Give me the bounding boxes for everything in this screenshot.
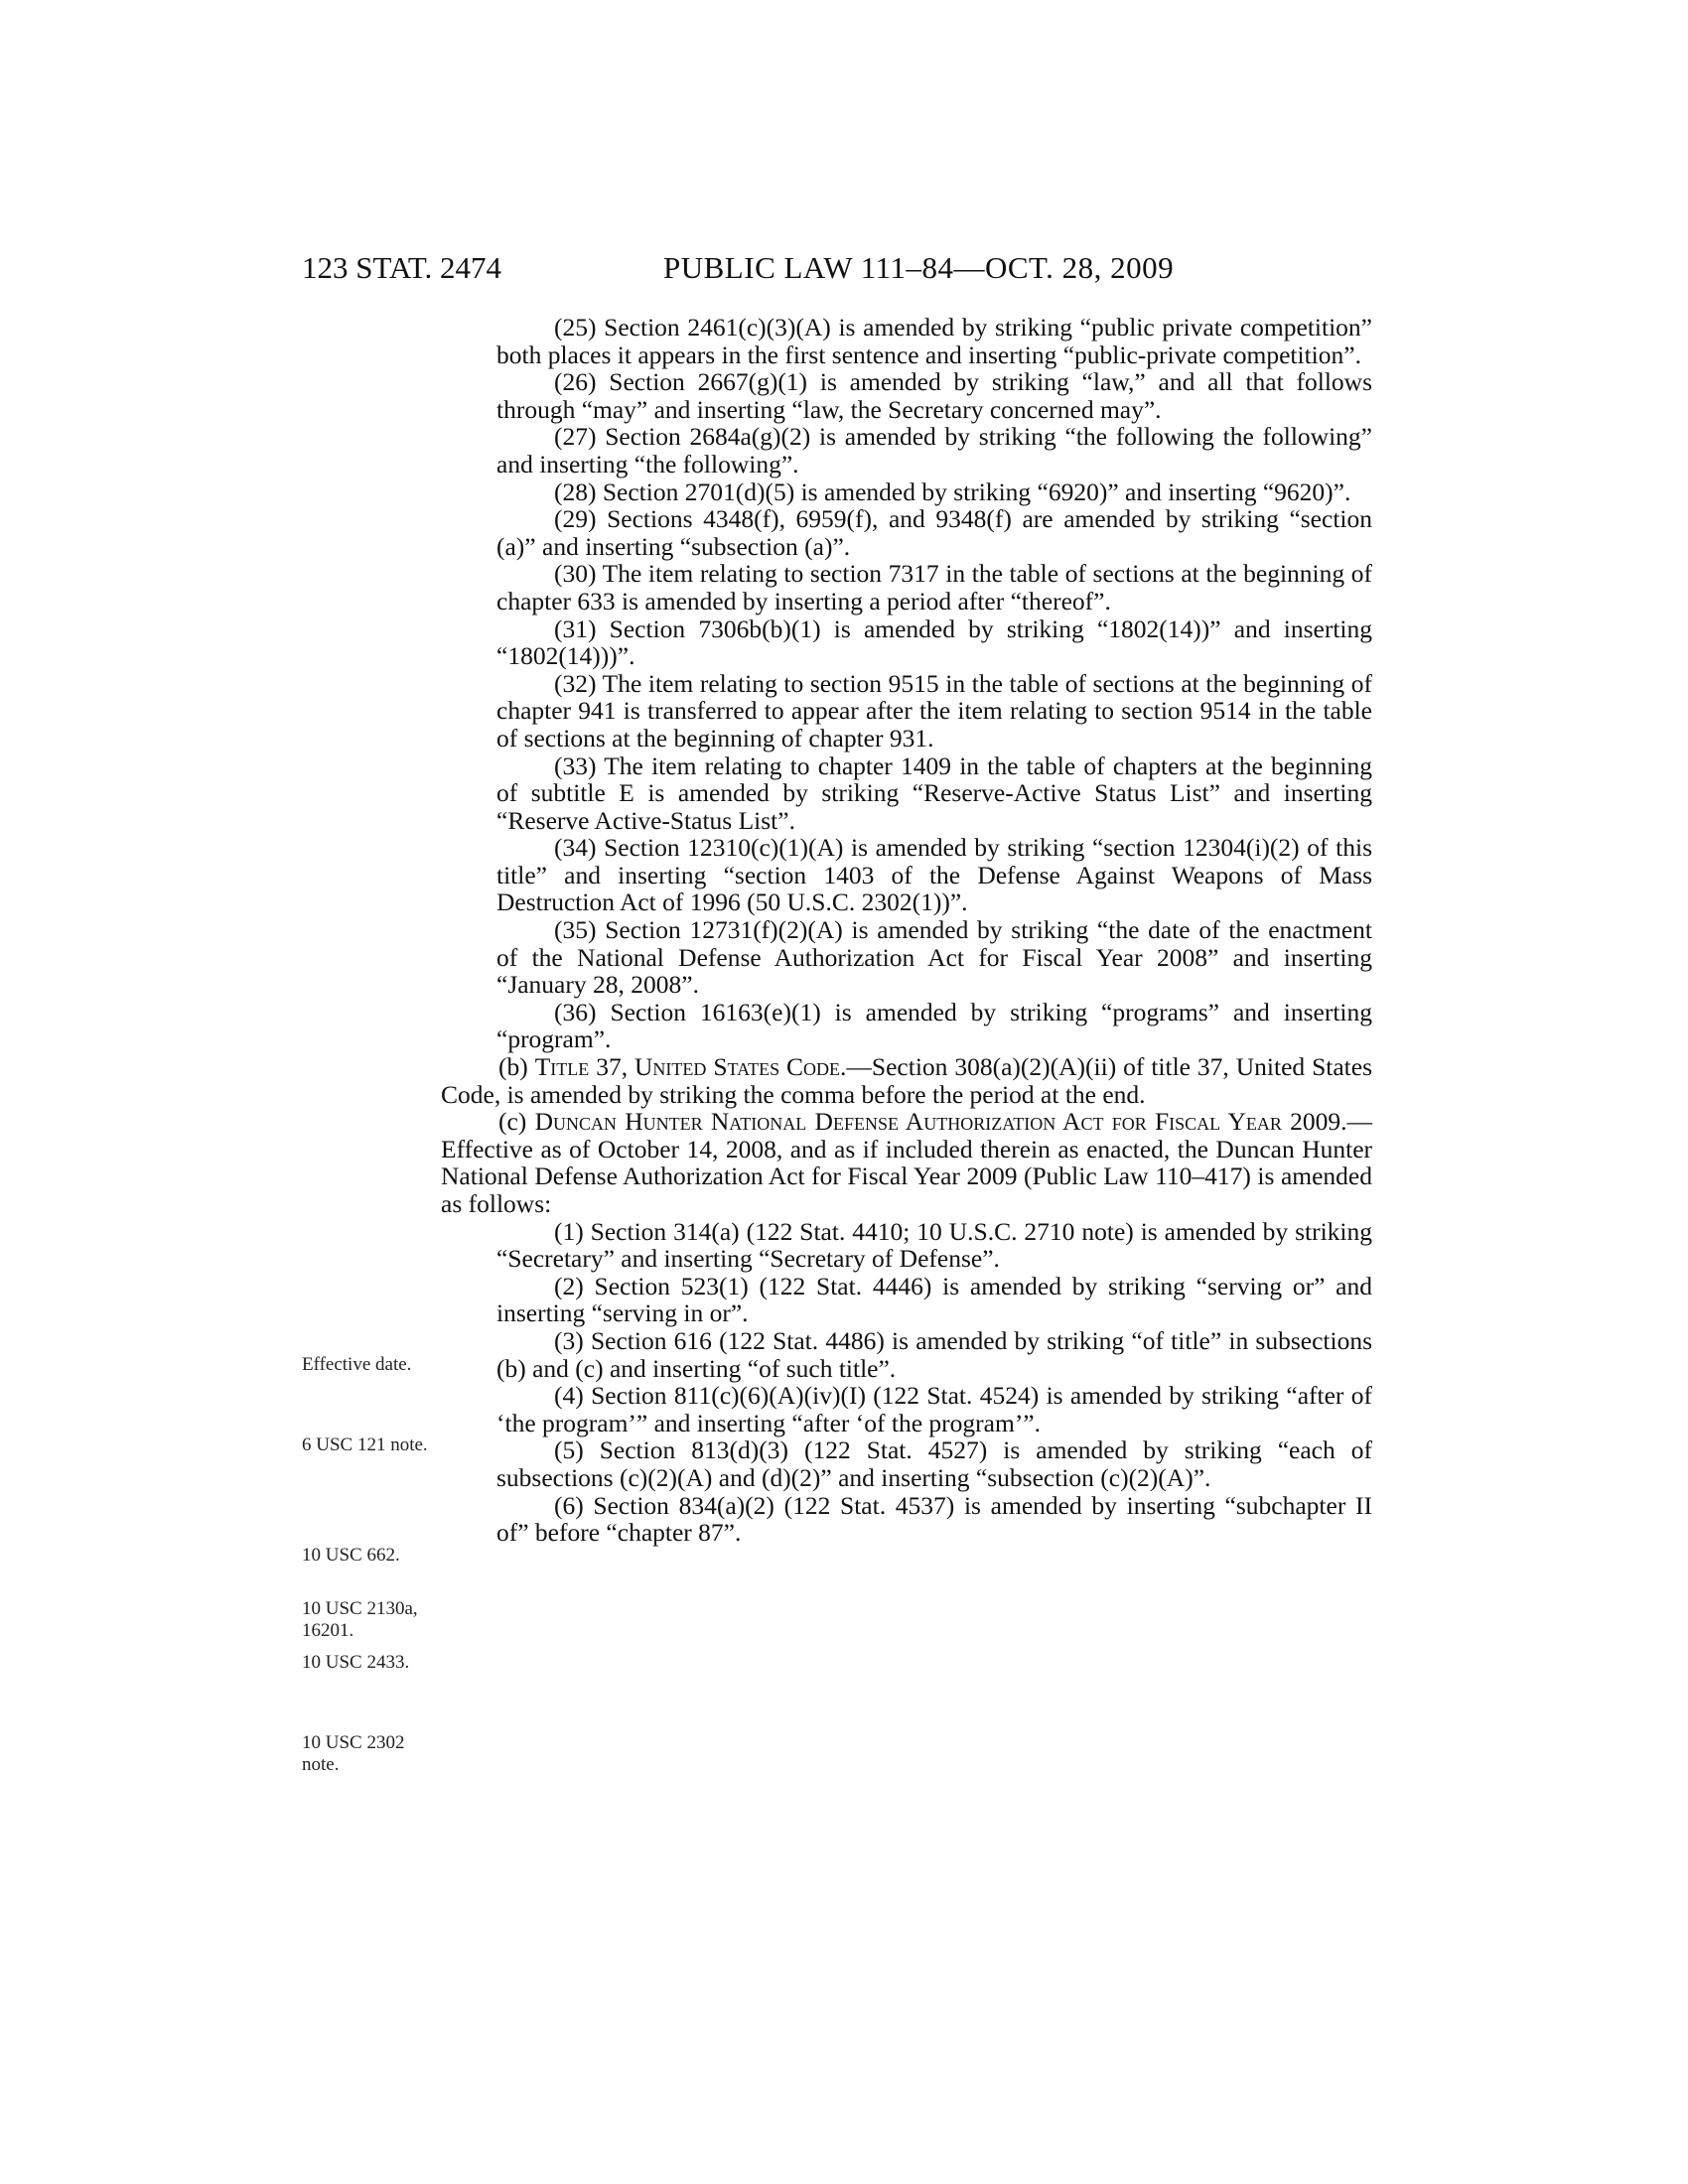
paragraph-29: (29) Sections 4348(f), 6959(f), and 9348(f) are amended by striking “section (a)” and inserting “subsection (a)”. — [496, 504, 1372, 561]
paragraph-26: (26) Section 2667(g)(1) is amended by striking “law,” and all that follows through “may” and inserting “law, the Secretary concerned may”. — [496, 367, 1372, 424]
paragraph-31: (31) Section 7306b(b)(1) is amended by striking “1802(14))” and inserting “1802(14)))”. — [496, 614, 1372, 671]
paragraph-c-5: (5) Section 813(d)(3) (122 Stat. 4527) is amended by striking “each of subsections (c)(2)(A) and (d)(2)” and inserting “subsection (c)(2)(A)”. — [496, 1435, 1372, 1492]
subsection-b-label: (b) — [498, 1052, 535, 1082]
paragraph-27: (27) Section 2684a(g)(2) is amended by striking “the following the following” and inserting “the following”. — [496, 422, 1372, 478]
margin-note-6-usc-121: 6 USC 121 note. — [302, 1434, 428, 1455]
paragraph-33: (33) The item relating to chapter 1409 in the table of chapters at the beginning of subtitle E is amended by striking “Reserve-Active Status List” and inserting “Reserve Active-Status List”. — [496, 751, 1372, 835]
subsection-b — [441, 1053, 1372, 1108]
body-text — [441, 313, 1373, 1548]
paragraph-c-3: (3) Section 616 (122 Stat. 4486) is amended by striking “of title” in subsections (b) and (c) and inserting “of such title”. — [496, 1325, 1372, 1383]
stat-page-number: 123 STAT. 2474 — [302, 250, 502, 285]
subsection-c-label: (c) — [498, 1107, 535, 1137]
paragraph-32: (32) The item relating to section 9515 in the table of sections at the beginning of chapter 941 is transferred to appear after the item relating to section 9514 in the table of sections at the beginning of chapter 931. — [496, 668, 1372, 752]
margin-note-effective-date: Effective date. — [302, 1354, 412, 1375]
subsection-c-heading: Duncan Hunter National Defense Authorization Act for Fiscal Year 2009 — [534, 1107, 1341, 1137]
margin-note-10-usc-2433: 10 USC 2433. — [302, 1652, 410, 1673]
running-title: PUBLIC LAW 111–84—OCT. 28, 2009 — [663, 250, 1175, 285]
paragraph-36: (36) Section 16163(e)(1) is amended by striking “programs” and inserting “program”. — [496, 997, 1372, 1054]
margin-note-10-usc-2302: 10 USC 2302 note. — [302, 1732, 405, 1775]
subsection-b-heading: Title 37, United States Code — [534, 1052, 841, 1082]
subsection-c — [441, 1108, 1372, 1217]
subsection-c-text: .—Effective as of October 14, 2008, and as if included therein as enacted, the Duncan Hunter National Defense Authorization Act for Fiscal Year 2009 (Public Law 110–417) is amended as follows: — [441, 1107, 1372, 1218]
subsection-b-text: .—Section 308(a)(2)(A)(ii) of title 37, United States Code, is amended by striking the comma before the period at the end. — [441, 1052, 1373, 1109]
paragraph-28: (28) Section 2701(d)(5) is amended by striking “6920)” and inserting “9620)”. — [554, 477, 1351, 506]
paragraph-c-1: (1) Section 314(a) (122 Stat. 4410; 10 U.S.C. 2710 note) is amended by striking “Secretary” and inserting “Secretary of Defense”. — [496, 1216, 1372, 1274]
paragraph-35: (35) Section 12731(f)(2)(A) is amended by striking “the date of the enactment of the National Defense Authorization Act for Fiscal Year 2008” and inserting “January 28, 2008”. — [496, 915, 1372, 1000]
paragraph-34: (34) Section 12310(c)(1)(A) is amended by striking “section 12304(i)(2) of this title” and inserting “section 1403 of the Defense Against Weapons of Mass Destruction Act of 1996 (50 U.S.C. 2302(1))”. — [496, 833, 1372, 917]
paragraph-c-2: (2) Section 523(1) (122 Stat. 4446) is amended by striking “serving or” and inserting “serving in or”. — [496, 1271, 1372, 1328]
paragraph-30: (30) The item relating to section 7317 in the table of sections at the beginning of chapter 633 is amended by inserting a period after “thereof”. — [496, 559, 1372, 615]
margin-note-10-usc-2130a: 10 USC 2130a, 16201. — [302, 1598, 418, 1641]
paragraph-c-6: (6) Section 834(a)(2) (122 Stat. 4537) is amended by inserting “subchapter II of” before “chapter 87”. — [496, 1490, 1372, 1548]
page-header — [0, 248, 1688, 288]
paragraph-c-4: (4) Section 811(c)(6)(A)(iv)(I) (122 Stat. 4524) is amended by striking “after of ‘the program’” and inserting “after ‘of the program’”. — [496, 1381, 1372, 1437]
margin-note-10-usc-662: 10 USC 662. — [302, 1545, 400, 1566]
paragraph-25: (25) Section 2461(c)(3)(A) is amended by striking “public private competition” both places it appears in the first sentence and inserting “public-private competition”. — [496, 313, 1372, 369]
